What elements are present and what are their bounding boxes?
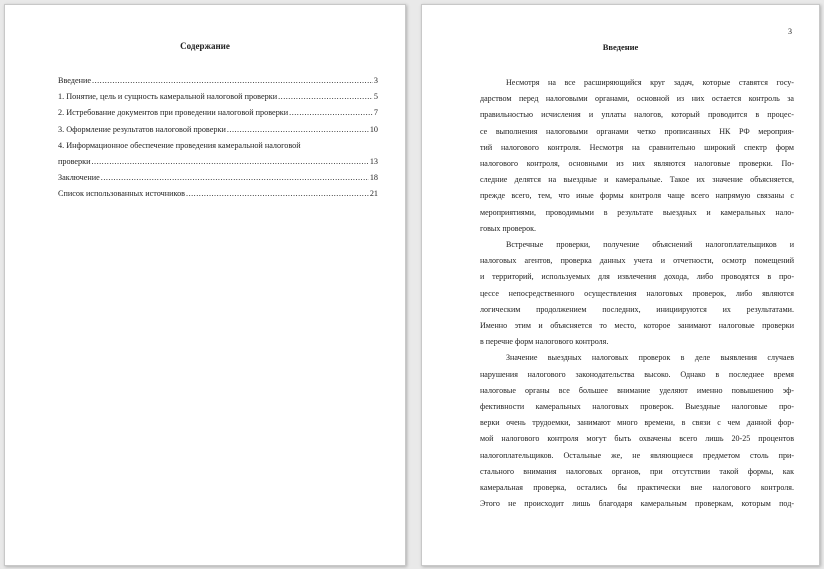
intro-body (480, 75, 794, 512)
paragraph-line: камеральная проверка, остались бы практически вне налогового контроля. (480, 483, 794, 493)
paragraph-line: и территорий, используемых для извлечения дохода, либо проводятся в про- (480, 272, 794, 282)
paragraph-line: следние делятся на выездные и камеральные. Такое их значение объясняется, (480, 175, 794, 185)
toc-page-number: 13 (369, 157, 378, 167)
paragraph-line: в перечне форм налогового контроля. (480, 337, 609, 347)
toc-line (58, 73, 378, 89)
toc-entry (58, 105, 378, 121)
paragraph-line: дарством перед налоговыми органами, основной из них остается контроль за (480, 94, 794, 104)
toc-entry (58, 89, 378, 105)
toc-entry (58, 170, 378, 186)
toc-entry-title: 1. Понятие, цель и сущность камеральной налоговой проверки (58, 92, 278, 102)
toc-page-number: 21 (369, 189, 378, 199)
intro-paragraph (480, 75, 794, 237)
toc-page-number: 10 (369, 124, 378, 134)
toc-entry (58, 138, 378, 170)
paragraph-line: Этого не происходит лишь благодаря камеральным проверкам, которым под- (480, 499, 794, 509)
paragraph-line: Несмотря на все расширяющийся круг задач, которые ставятся госу- (506, 78, 794, 87)
toc-entry (58, 122, 378, 138)
toc-page-number: 5 (373, 92, 378, 102)
toc-page-number: 7 (373, 108, 378, 118)
toc-line (58, 122, 378, 138)
toc-leader-dots (289, 105, 373, 121)
page-left (4, 4, 406, 566)
paragraph-line: говых проверок. (480, 223, 537, 233)
paragraph-line: налоговых агентов, проверка данных учета и отчетности, осмотр помещений (480, 256, 794, 266)
paragraph-line: цессе непосредственного осуществления налоговых проверок, либо являются (480, 288, 794, 298)
toc-leader-dots (278, 89, 373, 105)
paragraph-line: Именно этим и объясняется то место, которое занимают налоговые проверки (480, 321, 794, 331)
paragraph-line: Встречные проверки, получение объяснений налогоплательщиков и (506, 240, 794, 250)
paragraph-line: верки очень трудоемки, занимают много времени, в связи с чем данной фор- (480, 418, 794, 428)
toc-leader-dots (101, 170, 369, 186)
toc-entry-title: 2. Истребование документов при проведении налоговой проверки (58, 108, 289, 118)
paragraph-line: налоговые органы все большее внимание уделяют именно повышению эф- (480, 385, 794, 395)
toc-leader-dots (227, 122, 369, 138)
paragraph-line: логическим продолжением последних, инициируются их результатами. (480, 304, 794, 314)
toc-entry-title: проверки (58, 157, 91, 167)
toc-entry-title: 4. Информационное обеспечение проведения камеральной налоговой (58, 140, 301, 150)
toc-line (58, 138, 378, 154)
paragraph-line: налогового контроля, основными из них являются налоговые проверки. По- (480, 159, 794, 169)
toc-entry-title: Заключение (58, 173, 100, 183)
paragraph-line: Значение выездных налоговых проверок в деле выявления случаев (506, 353, 794, 363)
paragraph-line: се выполнения налоговыми органами четко прописанных НК РФ мероприя- (480, 126, 794, 136)
toc-line (58, 154, 378, 170)
paragraph-line: нарушения налогового законодательства высоко. Однако в последнее время (480, 369, 794, 379)
toc-line (58, 186, 378, 202)
toc-page-number: 18 (369, 173, 378, 183)
table-of-contents (58, 73, 378, 203)
intro-paragraph (480, 350, 794, 512)
toc-entry-title: 3. Оформление результатов налоговой проверки (58, 124, 226, 134)
toc-page-number: 3 (373, 76, 378, 85)
toc-leader-dots (186, 186, 369, 202)
toc-leader-dots (92, 73, 373, 89)
paragraph-line: мероприятиями, проводимыми в результате выездных и камеральных нало- (480, 207, 794, 217)
paragraph-line: фективности камеральных налоговых проверок. Выездные налоговые про- (480, 402, 794, 412)
intro-title: Введение (602, 42, 639, 52)
toc-entry-title: Введение (58, 76, 92, 85)
paragraph-line: мой налогового контроля могут быть охвачены всего лишь 20-25 процентов (480, 434, 794, 444)
intro-paragraph (480, 237, 794, 350)
paragraph-line: налогоплательщиков. Остальные же, не являющиеся предметом столь при- (480, 450, 794, 460)
page-number: 3 (788, 27, 792, 36)
paragraph-line: правильностью исчисления и уплаты налогов, который проводится в процес- (480, 110, 794, 120)
toc-line (58, 170, 378, 186)
toc-title: Содержание (180, 41, 230, 51)
page-right (421, 4, 820, 566)
paragraph-line: стального внимания налоговых органов, при отсутствии такой формы, как (480, 466, 794, 476)
toc-entry-title: Список использованных источников (58, 189, 186, 199)
paragraph-line: тий налогового контроля. Несмотря на сравнительно широкий спектр форм (480, 142, 794, 152)
toc-leader-dots (91, 154, 368, 170)
paragraph-line: прежде всего, тем, что иные формы контроля чаще всего напрямую связаны с (480, 191, 794, 201)
toc-entry (58, 73, 378, 89)
toc-line (58, 89, 378, 105)
toc-line (58, 105, 378, 121)
toc-entry (58, 186, 378, 202)
